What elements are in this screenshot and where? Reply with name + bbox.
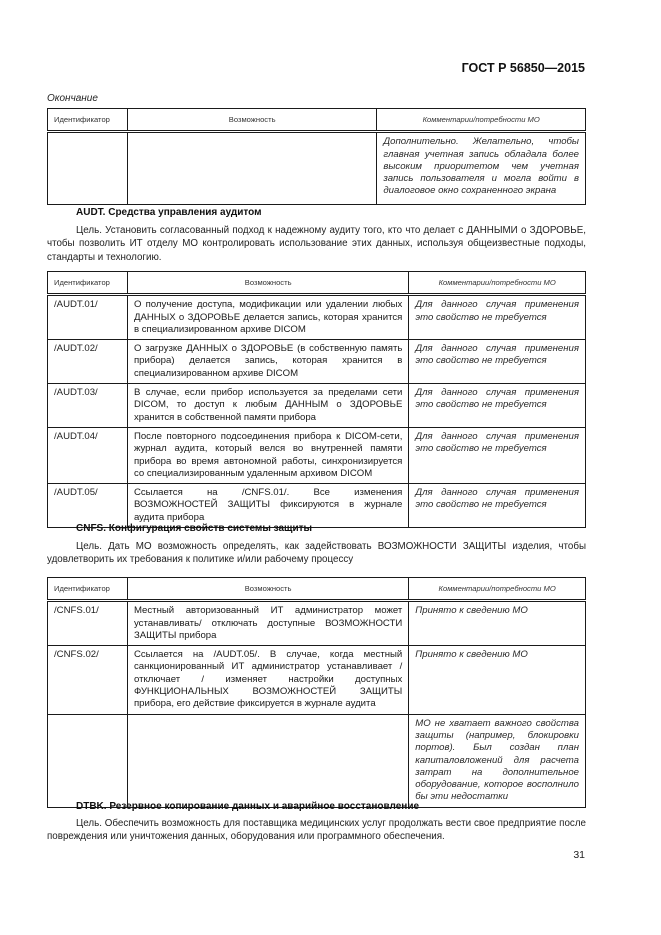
row-capability: После повторного подсоединения прибора к DICOM-сети, журнал аудита, который велся во внутренней памяти прибора во время автономной работы, синхронизируется со специализированным удаленным архивом DICOM (127, 427, 408, 483)
row-comment: Для данного случая применения это свойство не требуется (409, 295, 586, 340)
table-row (48, 601, 586, 646)
document-standard-number: ГОСТ Р 56850—2015 (461, 61, 585, 75)
column-header-capability: Возможность (127, 578, 408, 601)
row-capability: Ссылается на /AUDT.05/. В случае, когда местный санкционированный ИТ администратор устанавливает / отключает / изменяет настройки доступных ФУНКЦИОНАЛЬНЫХ ВОЗМОЖНОСТЕЙ ЗАЩИТЫ прибора, его действие фиксируется в журнале аудита (127, 646, 408, 714)
row-capability: Ссылается на /CNFS.01/. Все изменения ВОЗМОЖНОСТЕЙ ЗАЩИТЫ фиксируются в журнале аудита прибора (127, 484, 408, 528)
cnfs-table (47, 577, 586, 808)
row-comment: МО не хватает важного свойства защиты (например, блокировки портов). Был создан план капиталовложений для расчета затрат на дополнительное оборудование, которое восполнило бы эти недостатки (409, 714, 586, 807)
section-title-dtbk: DTBK. Резервное копирование данных и аварийное восстановление (76, 801, 420, 812)
section-goal-cnfs: Цель. Дать МО возможность определять, как задействовать ВОЗМОЖНОСТИ ЗАЩИТЫ изделия, чтобы удовлетворить их требования к политике и/или рабочему процессу (47, 541, 586, 566)
column-header-comment: Комментарии/потребности МО (409, 578, 586, 601)
section-goal-audt: Цель. Установить согласованный подход к надежному аудиту того, кто что делает с ДАННЫМИ о ЗДОРОВЬЕ, чтобы позволить ИТ отделу МО контролировать использование этих данных, используя общеизвестные подходы, стандарты и технологию. (47, 225, 586, 263)
row-id: /AUDT.03/ (48, 384, 128, 428)
row-capability (127, 714, 408, 807)
row-id: /AUDT.05/ (48, 484, 128, 528)
row-comment: Для данного случая применения это свойство не требуется (409, 340, 586, 384)
row-id: /AUDT.04/ (48, 427, 128, 483)
table-header-row (48, 109, 586, 132)
row-comment: Дополнительно. Желательно, чтобы главная учетная запись обладала более высоким приоритетом чем учетная запись пользователя и могла войти в диалоговое окно сохраненного экрана (377, 132, 586, 205)
row-id: /CNFS.02/ (48, 646, 128, 714)
column-header-capability: Возможность (127, 109, 376, 132)
row-capability: В случае, если прибор используется за пределами сети DICOM, то доступ к любым ДАННЫМ о ЗДОРОВЬЕ хранится в собственной памяти прибора (127, 384, 408, 428)
table-row (48, 384, 586, 428)
table-row (48, 132, 586, 205)
row-id: /CNFS.01/ (48, 601, 128, 646)
section-goal-dtbk: Цель. Обеспечить возможность для поставщика медицинских услуг продолжать вести свое предприятие после повреждения или уничтожения данных, оборудования или программного обеспечения. (47, 818, 586, 843)
row-capability: О загрузке ДАННЫХ о ЗДОРОВЬЕ (в собственную память прибора) делается запись, которая хранится в специализированном архиве DICOM (127, 340, 408, 384)
row-comment: Для данного случая применения это свойство не требуется (409, 384, 586, 428)
column-header-comment: Комментарии/потребности МО (377, 109, 586, 132)
table-header-row (48, 578, 586, 601)
page-number: 31 (573, 849, 585, 861)
column-header-comment: Комментарии/потребности МО (409, 272, 586, 295)
audt-table (47, 271, 586, 528)
table-header-row (48, 272, 586, 295)
row-id (48, 714, 128, 807)
column-header-id: Идентификатор (48, 578, 128, 601)
table-row (48, 484, 586, 528)
row-capability: О получение доступа, модификации или удалении любых ДАННЫХ о ЗДОРОВЬЕ делается запись, которая хранится в специализированном архиве DICOM (127, 295, 408, 340)
column-header-capability: Возможность (127, 272, 408, 295)
column-header-id: Идентификатор (48, 109, 128, 132)
table-row (48, 295, 586, 340)
table-continuation-caption: Окончание (47, 93, 98, 104)
row-id (48, 132, 128, 205)
row-id: /AUDT.01/ (48, 295, 128, 340)
row-comment: Принято к сведению МО (409, 601, 586, 646)
section-title-audt: AUDT. Средства управления аудитом (76, 207, 262, 218)
table-row (48, 427, 586, 483)
row-comment: Для данного случая применения это свойство не требуется (409, 427, 586, 483)
row-comment: Принято к сведению МО (409, 646, 586, 714)
row-id: /AUDT.02/ (48, 340, 128, 384)
table-row (48, 340, 586, 384)
table-row (48, 714, 586, 807)
row-comment: Для данного случая применения это свойство не требуется (409, 484, 586, 528)
column-header-id: Идентификатор (48, 272, 128, 295)
continuation-table (47, 108, 586, 205)
section-title-cnfs: CNFS. Конфигурация свойств системы защиты (76, 523, 313, 534)
row-capability (127, 132, 376, 205)
table-row (48, 646, 586, 714)
row-capability: Местный авторизованный ИТ администратор может устанавливать/ отключать доступные ВОЗМОЖНОСТИ ЗАЩИТЫ прибора (127, 601, 408, 646)
